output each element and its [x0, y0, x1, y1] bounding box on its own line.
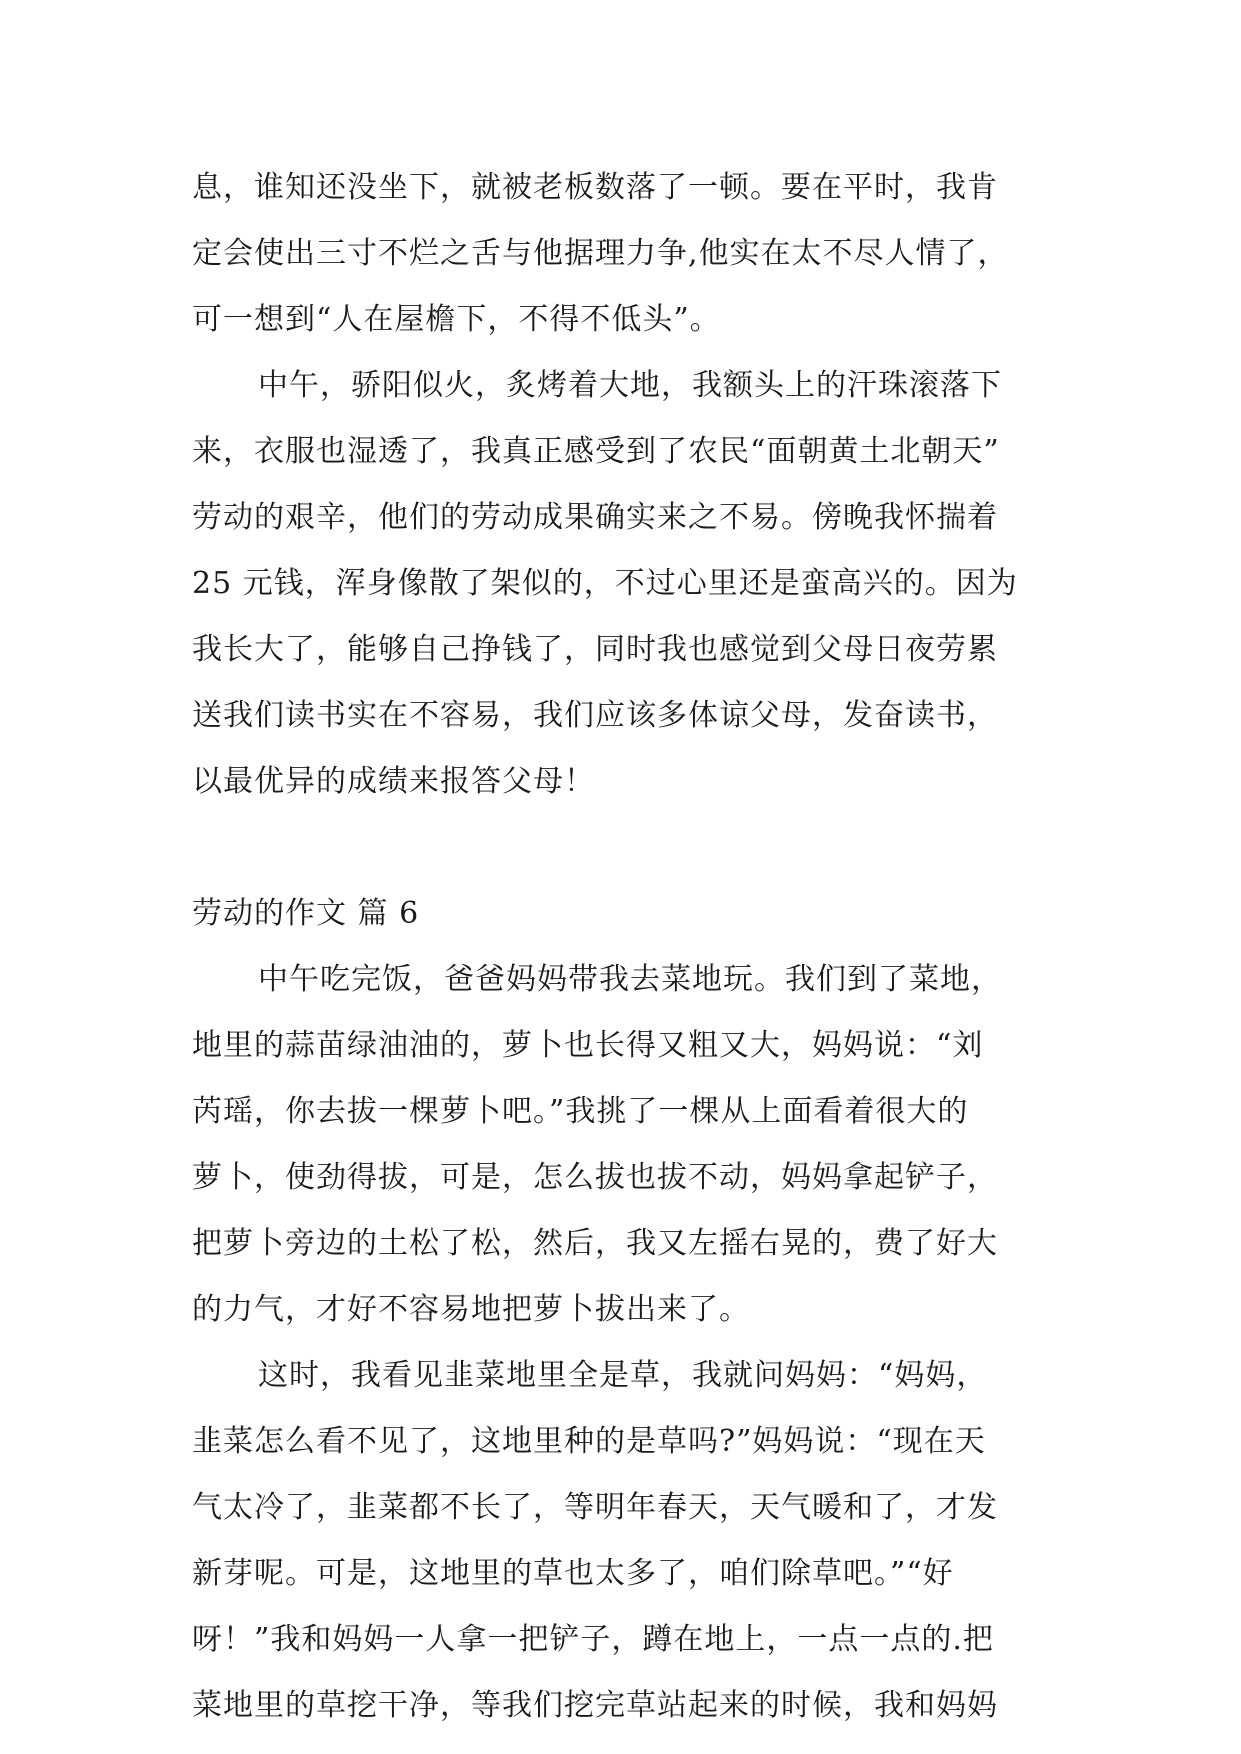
text-line: 中午吃完饭，爸爸妈妈带我去菜地玩。我们到了菜地， [258, 962, 1002, 997]
text-line: 菜地里的草挖干净，等我们挖完草站起来的时候，我和妈妈 [192, 1688, 998, 1723]
text-line: 芮瑶，你去拔一棵萝卜吧。”我挑了一棵从上面看着很大的 [192, 1094, 969, 1129]
text-line: 韭菜怎么看不见了，这地里种的是草吗?”妈妈说：“现在天 [192, 1424, 986, 1459]
essay-text [192, 155, 1092, 1739]
text-line: 萝卜，使劲得拔，可是，怎么拔也拔不动，妈妈拿起铲子， [192, 1160, 998, 1195]
text-line: 的力气，才好不容易地把萝卜拔出来了。 [192, 1292, 750, 1327]
text-line: 把萝卜旁边的土松了松，然后，我又左摇右晃的，费了好大 [192, 1226, 998, 1261]
text-line: 劳动的艰辛，他们的劳动成果确实来之不易。傍晚我怀揣着 [192, 500, 998, 535]
text-line: 25 元钱，浑身像散了架似的，不过心里还是蛮高兴的。因为 [192, 566, 1018, 601]
text-line: 中午，骄阳似火，炙烤着大地，我额头上的汗珠滚落下 [258, 368, 1002, 403]
text-line: 以最优异的成绩来报答父母！ [192, 764, 595, 799]
text-line: 来，衣服也湿透了，我真正感受到了农民“面朝黄土北朝天” [192, 434, 1000, 469]
section-heading: 劳动的作文 篇 6 [192, 896, 420, 931]
text-line: 息，谁知还没坐下，就被老板数落了一顿。要在平时，我肯 [192, 170, 998, 205]
text-line: 呀！”我和妈妈一人拿一把铲子，蹲在地上，一点一点的.把 [192, 1622, 994, 1657]
text-line: 送我们读书实在不容易，我们应该多体谅父母，发奋读书， [192, 698, 998, 733]
text-line: 可一想到“人在屋檐下，不得不低头”。 [192, 302, 721, 337]
text-line: 地里的蒜苗绿油油的，萝卜也长得又粗又大，妈妈说：“刘 [192, 1028, 984, 1063]
text-line: 这时，我看见韭菜地里全是草，我就问妈妈：“妈妈， [258, 1358, 988, 1393]
text-line: 气太冷了，韭菜都不长了，等明年春天，天气暖和了，才发 [192, 1490, 998, 1525]
text-line: 新芽呢。可是，这地里的草也太多了，咱们除草吧。”“好 [192, 1556, 954, 1591]
paragraph-gap [192, 815, 1092, 881]
text-line: 定会使出三寸不烂之舌与他据理力争,他实在太不尽人情了， [192, 236, 1009, 271]
text-line: 我长大了，能够自己挣钱了，同时我也感觉到父母日夜劳累 [192, 632, 998, 667]
